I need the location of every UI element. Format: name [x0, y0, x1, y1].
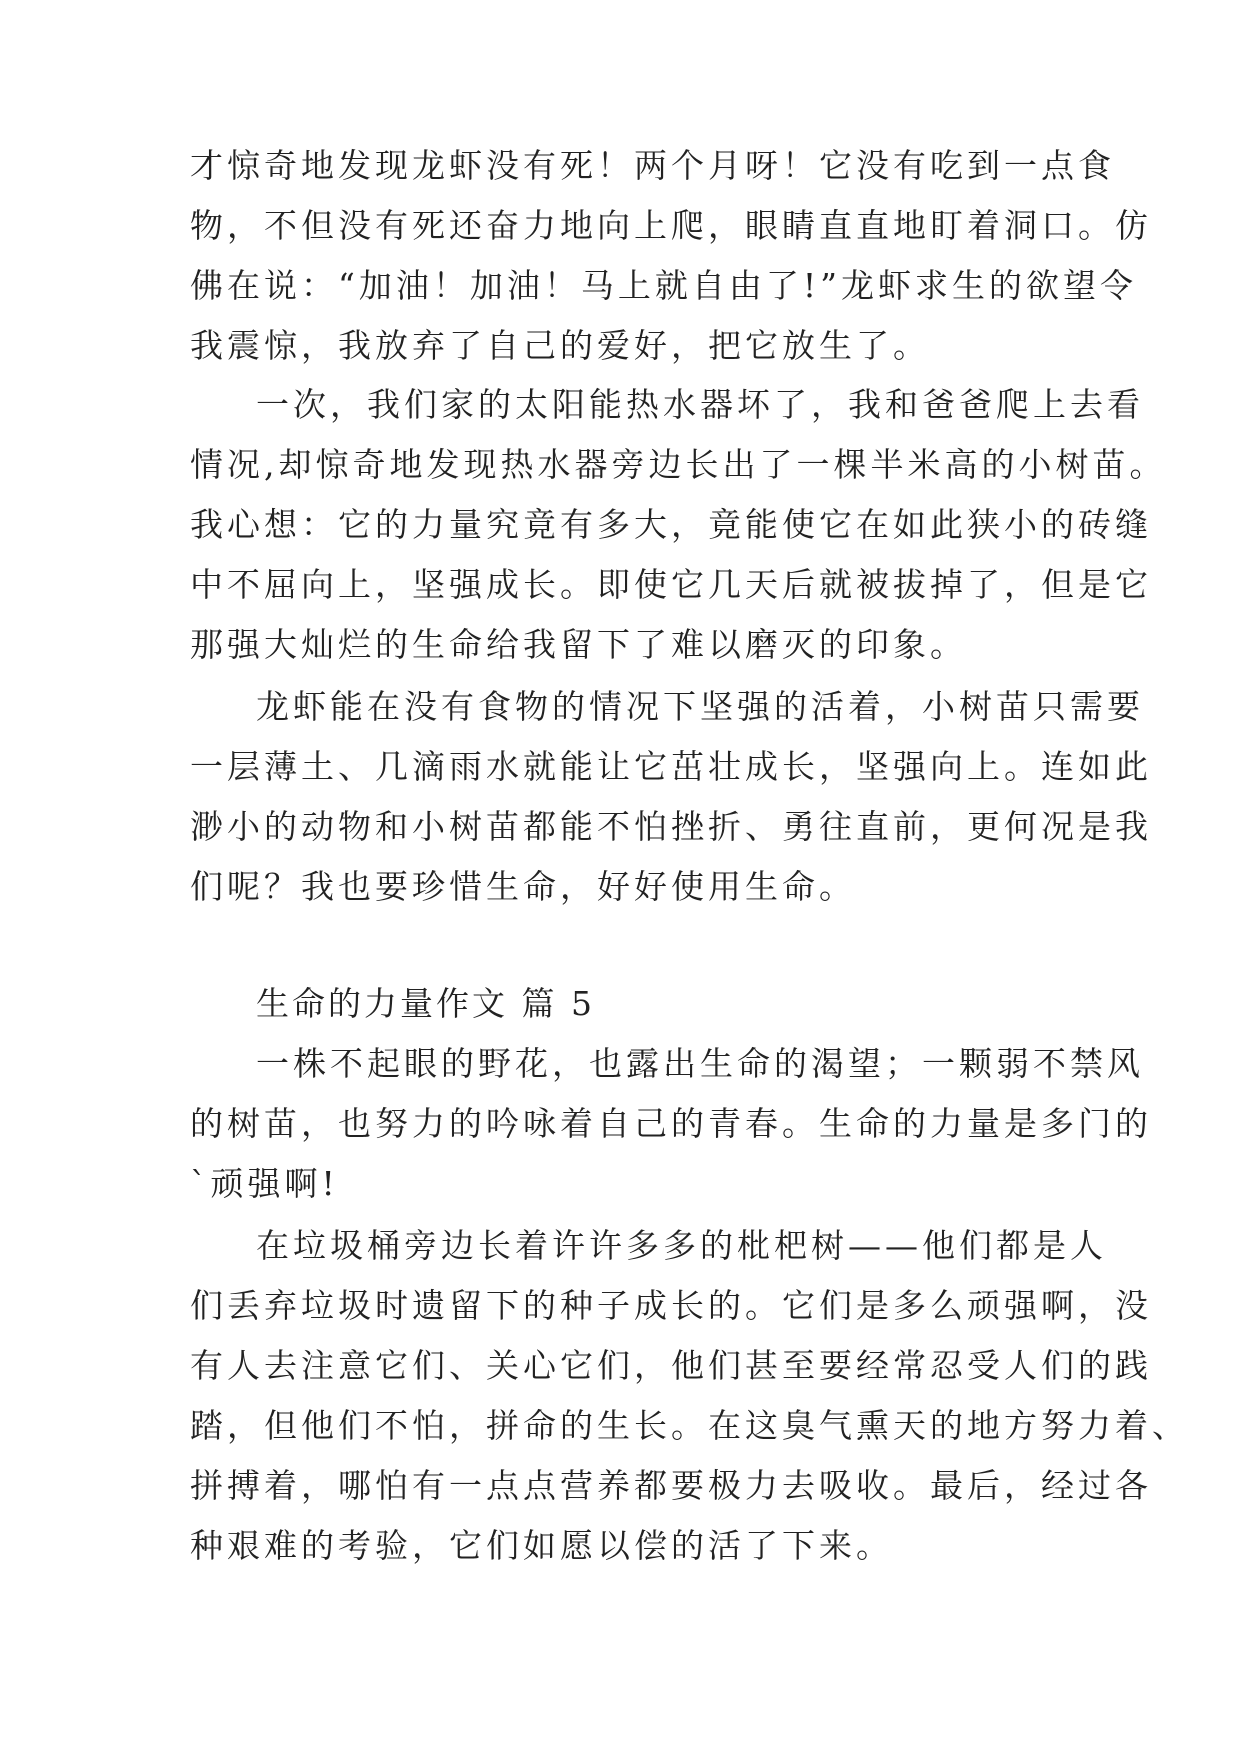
- text-line: 那强大灿烂的生命给我留下了难以磨灭的印象。: [190, 625, 967, 664]
- text-line: 渺小的动物和小树苗都能不怕挫折、勇往直前，更何况是我: [190, 807, 1152, 846]
- section-heading: 生命的力量作文 篇 5: [256, 984, 595, 1023]
- text-line: 有人去注意它们、关心它们，他们甚至要经常忍受人们的践: [190, 1346, 1152, 1385]
- paragraph-4: [190, 1034, 1152, 1214]
- text-line: 一层薄土、几滴雨水就能让它茁壮成长，坚强向上。连如此: [190, 747, 1152, 786]
- text-line: 才惊奇地发现龙虾没有死！两个月呀！它没有吃到一点食: [190, 146, 1115, 185]
- text-line: 一株不起眼的野花，也露出生命的渴望；一颗弱不禁风: [256, 1044, 1144, 1083]
- paragraph-1: [190, 136, 1152, 376]
- text-line: 中不屈向上，坚强成长。即使它几天后就被拔掉了，但是它: [190, 565, 1152, 604]
- text-line: 物，不但没有死还奋力地向上爬，眼睛直直地盯着洞口。仿: [190, 206, 1152, 245]
- text-line: 我心想：它的力量究竟有多大，竟能使它在如此狭小的砖缝: [190, 505, 1152, 544]
- text-line: 我震惊，我放弃了自己的爱好，把它放生了。: [190, 326, 930, 365]
- paragraph-2: [190, 375, 1167, 675]
- paragraph-3: [190, 677, 1152, 917]
- text-line: `顽强啊!: [190, 1164, 339, 1203]
- text-line: 情况,却惊奇地发现热水器旁边长出了一棵半米高的小树苗。: [190, 445, 1167, 484]
- text-line: 龙虾能在没有食物的情况下坚强的活着，小树苗只需要: [256, 687, 1144, 726]
- paragraph-5: [190, 1216, 1189, 1576]
- text-line: 在垃圾桶旁边长着许许多多的枇杷树——他们都是人: [256, 1226, 1107, 1265]
- text-line: 一次，我们家的太阳能热水器坏了，我和爸爸爬上去看: [256, 385, 1144, 424]
- text-line: 们呢？我也要珍惜生命，好好使用生命。: [190, 867, 856, 906]
- text-line: 拼搏着，哪怕有一点点营养都要极力去吸收。最后，经过各: [190, 1466, 1152, 1505]
- text-line: 们丢弃垃圾时遗留下的种子成长的。它们是多么顽强啊，没: [190, 1286, 1152, 1325]
- text-line: 佛在说：“加油！加油！马上就自由了!”龙虾求生的欲望令: [190, 266, 1138, 305]
- text-line: 种艰难的考验，它们如愿以偿的活了下来。: [190, 1526, 893, 1565]
- text-line: 的树苗，也努力的吟咏着自己的青春。生命的力量是多门的: [190, 1104, 1152, 1143]
- text-line: 踏，但他们不怕，拼命的生长。在这臭气熏天的地方努力着、: [190, 1406, 1189, 1445]
